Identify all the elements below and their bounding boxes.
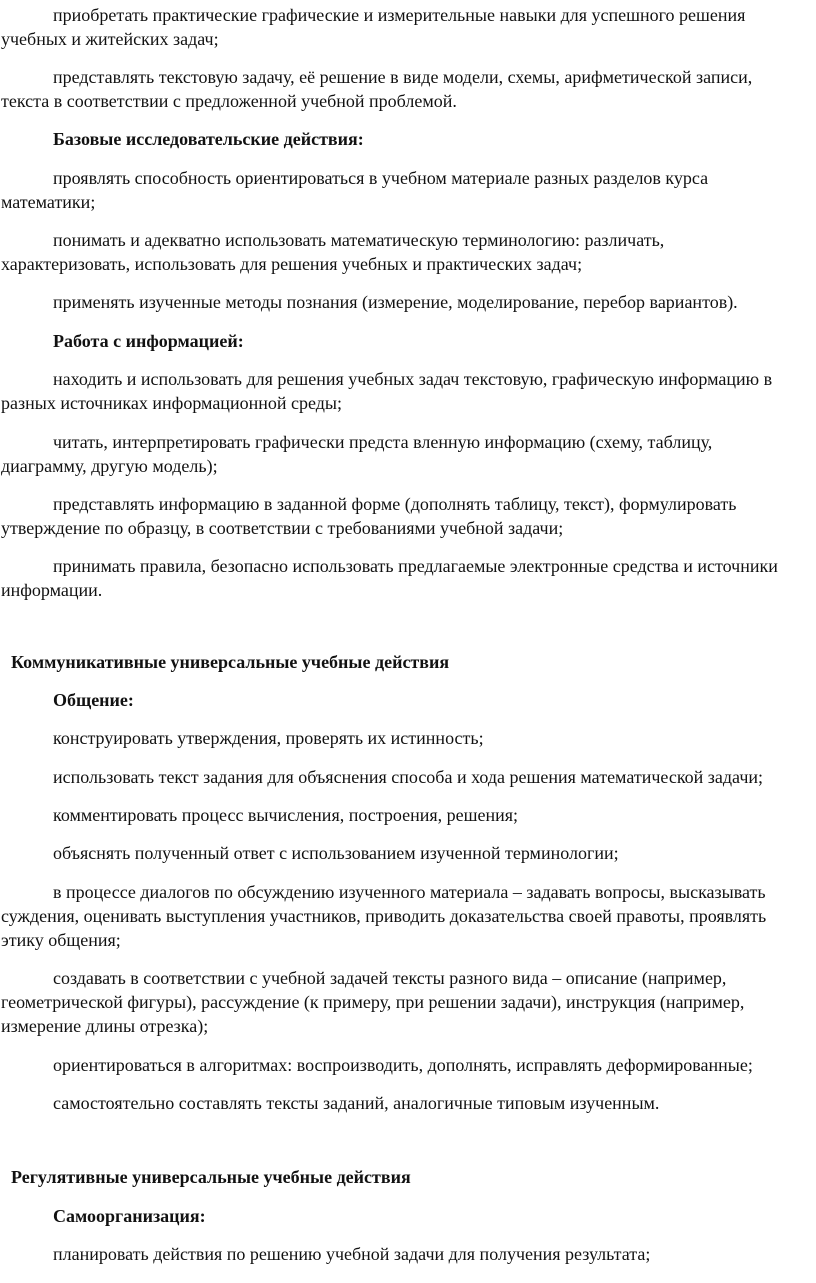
text-line: в процессе диалогов по обсуждению изученного материала – задавать вопросы, высказывать: [53, 882, 766, 902]
text-line: объяснять полученный ответ с использованием изученной терминологии;: [53, 843, 619, 863]
text-line: представлять информацию в заданной форме (дополнять таблицу, текст), формулировать: [53, 494, 737, 514]
text-line: утверждение по образцу, в соответствии с требованиями учебной задачи;: [1, 518, 564, 538]
text-line: представлять текстовую задачу, её решение в виде модели, схемы, арифметической записи,: [53, 67, 753, 87]
text-line: измерение длины отрезка);: [1, 1016, 209, 1036]
section-heading: Общение:: [53, 690, 134, 710]
section-heading: Регулятивные универсальные учебные действия: [11, 1167, 411, 1187]
text-line: учебных и житейских задач;: [1, 29, 219, 49]
text-line: текста в соответствии с предложенной учебной проблемой.: [1, 91, 457, 111]
text-line: суждения, оценивать выступления участников, приводить доказательства своей правоты, проявлять: [1, 906, 767, 926]
text-line: создавать в соответствии с учебной задачей тексты разного вида – описание (например,: [53, 968, 727, 988]
text-line: характеризовать, использовать для решения учебных и практических задач;: [1, 254, 583, 274]
text-line: применять изученные методы познания (измерение, моделирование, перебор вариантов).: [53, 292, 738, 312]
text-line: ориентироваться в алгоритмах: воспроизводить, дополнять, исправлять деформированные;: [53, 1055, 753, 1075]
text-line: приобретать практические графические и измерительные навыки для успешного решения: [53, 5, 746, 25]
section-heading: Самоорганизация:: [53, 1206, 206, 1226]
text-line: проявлять способность ориентироваться в учебном материале разных разделов курса: [53, 168, 709, 188]
section-heading: Работа с информацией:: [53, 331, 244, 351]
text-line: находить и использовать для решения учебных задач текстовую, графическую информацию в: [53, 369, 773, 389]
text-line: диаграмму, другую модель);: [1, 456, 218, 476]
text-line: использовать текст задания для объяснения способа и хода решения математической задачи;: [53, 767, 764, 787]
text-line: понимать и адекватно использовать математическую терминологию: различать,: [53, 230, 665, 250]
text-line: читать, интерпретировать графически предста вленную информацию (схему, таблицу,: [53, 432, 713, 452]
text-line: конструировать утверждения, проверять их истинность;: [53, 728, 484, 748]
text-line: математики;: [1, 192, 96, 212]
text-line: принимать правила, безопасно использовать предлагаемые электронные средства и источники: [53, 556, 778, 576]
section-heading: Коммуникативные универсальные учебные действия: [11, 652, 450, 672]
text-line: самостоятельно составлять тексты заданий, аналогичные типовым изученным.: [53, 1093, 660, 1113]
text-line: информации.: [1, 580, 103, 600]
text-line: разных источниках информационной среды;: [1, 393, 342, 413]
text-line: этику общения;: [1, 930, 121, 950]
text-line: комментировать процесс вычисления, построения, решения;: [53, 805, 519, 825]
section-heading: Базовые исследовательские действия:: [53, 129, 364, 149]
text-line: планировать действия по решению учебной задачи для получения результата;: [53, 1244, 651, 1264]
text-line: геометрической фигуры), рассуждение (к примеру, при решении задачи), инструкция (например,: [1, 992, 745, 1012]
